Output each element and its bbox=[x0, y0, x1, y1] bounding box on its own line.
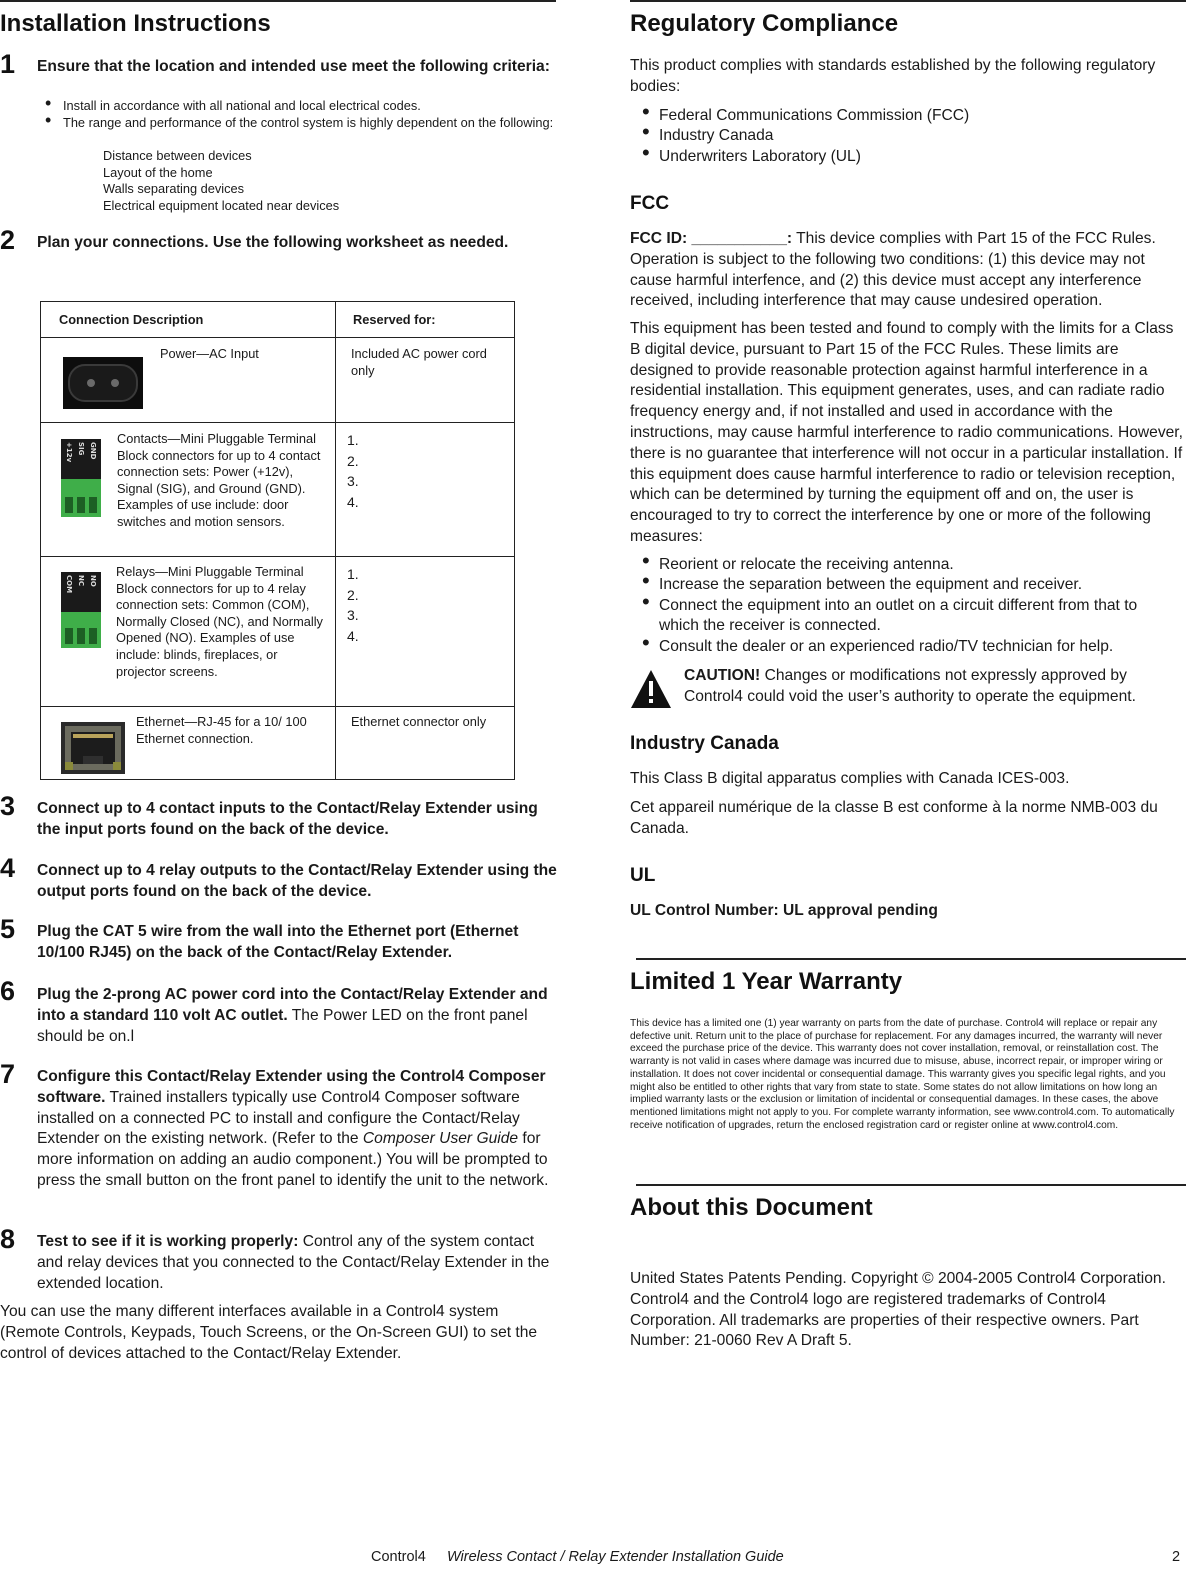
step-7-rest-2: for more information on adding an audio component.) You will be prompted to press the small button on the front panel to identify the unit to the network. bbox=[37, 1130, 549, 1189]
fcc-paragraph-1-body: This device complies with Part 15 of the FCC Rules. Operation is subject to the following two conditions: (1) this device may not cause harmful interfence, and (2) this device must accept any interference received, including interference that may cause undesired operation. bbox=[630, 230, 1156, 310]
relay-pin-label: NC bbox=[77, 575, 85, 586]
top-rule-left bbox=[0, 0, 556, 2]
footer-brand: Control4 bbox=[371, 1549, 426, 1565]
row-relays-slots bbox=[347, 564, 359, 646]
step-8-bold: Test to see if it is working properly: bbox=[37, 1233, 299, 1250]
table-divider bbox=[41, 706, 514, 707]
measure-item: • Reorient or relocate the receiving antenna. bbox=[642, 555, 1182, 575]
fcc-measures-list bbox=[642, 555, 1182, 657]
col-header-reserved: Reserved for: bbox=[353, 312, 436, 327]
step-3-number: 3 bbox=[0, 791, 16, 821]
slot-number: 3. bbox=[347, 607, 359, 623]
connection-worksheet bbox=[40, 301, 515, 780]
about-title: About this Document bbox=[630, 1194, 873, 1221]
step-8-number: 8 bbox=[0, 1224, 16, 1254]
slot-number: 3. bbox=[347, 473, 359, 489]
step-7-text bbox=[37, 1067, 557, 1192]
fcc-id-label: FCC ID: ___________: bbox=[630, 230, 793, 247]
relay-pin-label: NO bbox=[89, 575, 97, 587]
warning-triangle-icon bbox=[630, 669, 672, 709]
footer-guide-title: Wireless Contact / Relay Extender Installation Guide bbox=[447, 1549, 784, 1565]
step-6-text bbox=[37, 985, 557, 1047]
step-6-bold: Plug the 2-prong AC power cord into the Contact/Relay Extender and into a standard 110 volt AC outlet. bbox=[37, 986, 548, 1024]
relay-terminal-block-icon bbox=[61, 572, 101, 648]
composer-guide-title: Composer User Guide bbox=[362, 1130, 519, 1148]
step-1-bullets bbox=[45, 98, 555, 131]
slot-number: 1. bbox=[347, 566, 359, 582]
step-4-text bbox=[37, 861, 557, 903]
row-relays-description: Relays—Mini Pluggable Terminal Block connectors for up to 4 relay connection sets: Common (COM), Normally Closed (NC), and Normally Opened (NO). Examples of use include: blinds, fireplaces, or projector screens. bbox=[116, 564, 323, 679]
row-power-reserved: Included AC power cord only bbox=[351, 346, 487, 378]
fcc-title: FCC bbox=[630, 193, 670, 214]
step-7-number: 7 bbox=[0, 1059, 16, 1089]
slot-number: 2. bbox=[347, 452, 359, 469]
contact-pin-label: +12v bbox=[65, 442, 73, 463]
step-7-rest-1: Trained installers typically use Control4 Composer software installed on a connected PC to install and configure the Contact/Relay Extender on the existing network. (Refer to the bbox=[37, 1088, 520, 1148]
warranty-text: This device has a limited one (1) year warranty on parts from the date of purchase. Control4 will replace or repair any defective unit. Return unit to the place of purchase for replacement. For any damages incurred, the warranty will never exceed the purchase price of the device. This warranty does not cover installation, removal, or reinstallation cost. The warranty is not valid in cases where damage was incurred due to misuse, abuse, incorrect repair, or improper wiring or installation. It does not cover incidental or consequential damage. This warranty gives you specific legal rights, and you might also be entitled to other rights that vary from state to state. Some states do not allow limitations on how long an implied warranty lasts or the exclusion or limitation of incidental or consequential damages. In these cases, the above mentioned limitations might not apply to you. For complete warranty information, see www.control4.com. To automatically receive notification of upgrades, return the enclosed registration card or register online at www.control4.com. bbox=[630, 1018, 1175, 1131]
row-contacts-description: Contacts—Mini Pluggable Terminal Block connectors for up to 4 contact connection sets: Power (+12v), Signal (SIG), and Ground (GND). Examples of use include: door switches and motion sensors. bbox=[117, 431, 321, 529]
step-8-rest: Control any of the system contact and relay devices that you connected to the Contact/Relay Extender in the extended location. bbox=[37, 1233, 550, 1292]
row-contacts-slots bbox=[347, 430, 359, 512]
caution-label: CAUTION! bbox=[684, 667, 761, 684]
step-6-number: 6 bbox=[0, 976, 16, 1006]
row-ethernet-description: Ethernet—RJ-45 for a 10/ 100 Ethernet connection. bbox=[136, 714, 307, 746]
ul-title: UL bbox=[630, 865, 656, 886]
step-5-number: 5 bbox=[0, 914, 16, 944]
caution-text: Changes or modifications not expressly approved by Control4 could void the user’s authority to operate the equipment. bbox=[684, 667, 1136, 705]
fcc-paragraph-1 bbox=[630, 229, 1186, 312]
step-1-bold: Ensure that the location and intended use meet the following criteria: bbox=[37, 58, 550, 75]
table-divider bbox=[335, 302, 336, 779]
ac-power-connector-icon bbox=[63, 357, 143, 409]
contact-pin-label: SIG bbox=[77, 442, 85, 456]
sub-item: Electrical equipment located near devices bbox=[103, 197, 340, 213]
closing-paragraph: You can use the many different interfaces available in a Control4 system (Remote Controls, Keypads, Touch Screens, or the On-Screen GUI) to set the control of devices attached to the Contact/Relay Extender. bbox=[0, 1303, 538, 1362]
regulatory-title: Regulatory Compliance bbox=[630, 10, 899, 37]
step-2-bold: Plan your connections. Use the following worksheet as needed. bbox=[37, 234, 509, 251]
measure-item: • Consult the dealer or an experienced radio/TV technician for help. bbox=[642, 637, 1182, 657]
step-6-rest: The Power LED on the front panel should be on.l bbox=[37, 1006, 528, 1045]
step-1-bullet: • The range and performance of the control system is highly dependent on the following: bbox=[45, 115, 555, 132]
regulatory-body-item: • Industry Canada bbox=[642, 126, 1182, 146]
step-1-text bbox=[37, 58, 557, 75]
industry-canada-french: Cet appareil numérique de la classe B est conforme à la norme NMB-003 du Canada. bbox=[630, 799, 1158, 837]
regulatory-body-item: • Underwriters Laboratory (UL) bbox=[642, 147, 1182, 167]
about-text: United States Patents Pending. Copyright © 2004-2005 Control4 Corporation. Control4 and the Control4 logo are registered trademarks of Control4 Corporation. All trademarks are properties of their respective owners. Part Number: 21-0060 Rev A Draft 5. bbox=[630, 1270, 1166, 1350]
step-4-number: 4 bbox=[0, 853, 16, 883]
slot-number: 1. bbox=[347, 432, 359, 448]
page-number: 2 bbox=[1172, 1549, 1181, 1565]
warranty-rule bbox=[636, 958, 1186, 960]
relay-pin-label: COM bbox=[65, 575, 73, 594]
step-5-text bbox=[37, 922, 557, 964]
measure-item: • Increase the separation between the equipment and receiver. bbox=[642, 575, 1182, 595]
step-1-number: 1 bbox=[0, 49, 16, 79]
slot-number: 4. bbox=[347, 627, 359, 644]
table-divider bbox=[41, 337, 514, 338]
step-5-bold: Plug the CAT 5 wire from the wall into the Ethernet port (Ethernet 10/100 RJ45) on the back of the Contact/Relay Extender. bbox=[37, 923, 519, 961]
table-divider bbox=[41, 556, 514, 557]
step-7-bold: Configure this Contact/Relay Extender using the Control4 Composer software. bbox=[37, 1068, 546, 1106]
step-3-bold: Connect up to 4 contact inputs to the Contact/Relay Extender using the input ports found on the back of the device. bbox=[37, 800, 538, 838]
step-1-sublist bbox=[103, 148, 339, 214]
step-3-text bbox=[37, 799, 557, 841]
regulatory-body-item: • Federal Communications Commission (FCC) bbox=[642, 106, 1182, 126]
slot-number: 4. bbox=[347, 493, 359, 510]
sub-item: Distance between devices bbox=[103, 148, 252, 163]
caution-notice bbox=[684, 666, 1184, 708]
regulatory-bodies-list bbox=[642, 106, 1182, 167]
contact-pin-label: GND bbox=[89, 442, 97, 460]
warranty-title: Limited 1 Year Warranty bbox=[630, 968, 903, 995]
step-2-text bbox=[37, 233, 557, 254]
step-2-number: 2 bbox=[0, 225, 16, 255]
industry-canada-title: Industry Canada bbox=[630, 733, 779, 754]
step-1-bullet: • Install in accordance with all national and local electrical codes. bbox=[45, 98, 555, 115]
top-rule-right bbox=[630, 0, 1186, 2]
industry-canada-english: This Class B digital apparatus complies with Canada ICES-003. bbox=[630, 770, 1070, 787]
step-8-text bbox=[37, 1232, 557, 1294]
step-4-bold: Connect up to 4 relay outputs to the Contact/Relay Extender using the output ports found on the back of the device. bbox=[37, 862, 557, 900]
col-header-description: Connection Description bbox=[59, 312, 204, 327]
slot-number: 2. bbox=[347, 586, 359, 603]
contact-terminal-block-icon bbox=[61, 439, 101, 517]
fcc-paragraph-2: This equipment has been tested and found to comply with the limits for a Class B digital device, pursuant to Part 15 of the FCC Rules. These limits are designed to provide reasonable protection against harmful interference in a residential installation. This equipment generates, uses, and can radiate radio frequency energy and, if not installed and used in accordance with the instructions, may cause harmful interference to radio communications. However, there is no guarantee that interference will not occur in a particular installation. If this equipment does cause harmful interference to radio or television reception, which can be determined by turning the equipment off and on, the user is encouraged to try to correct the interference by one or more of the following measures: bbox=[630, 320, 1183, 545]
sub-item: Layout of the home bbox=[103, 164, 213, 180]
regulatory-intro: This product complies with standards established by the following regulatory bodies: bbox=[630, 57, 1156, 95]
row-power-description: Power—AC Input bbox=[160, 346, 259, 361]
ethernet-port-icon bbox=[61, 722, 125, 774]
row-ethernet-reserved: Ethernet connector only bbox=[351, 714, 487, 729]
ul-control-number: UL Control Number: UL approval pending bbox=[630, 902, 938, 919]
about-rule bbox=[636, 1184, 1186, 1186]
installation-title: Installation Instructions bbox=[0, 10, 271, 37]
sub-item: Walls separating devices bbox=[103, 181, 245, 196]
measure-item: • Connect the equipment into an outlet on a circuit different from that to which the receiver is connected. bbox=[642, 596, 1142, 637]
table-divider bbox=[41, 422, 514, 423]
